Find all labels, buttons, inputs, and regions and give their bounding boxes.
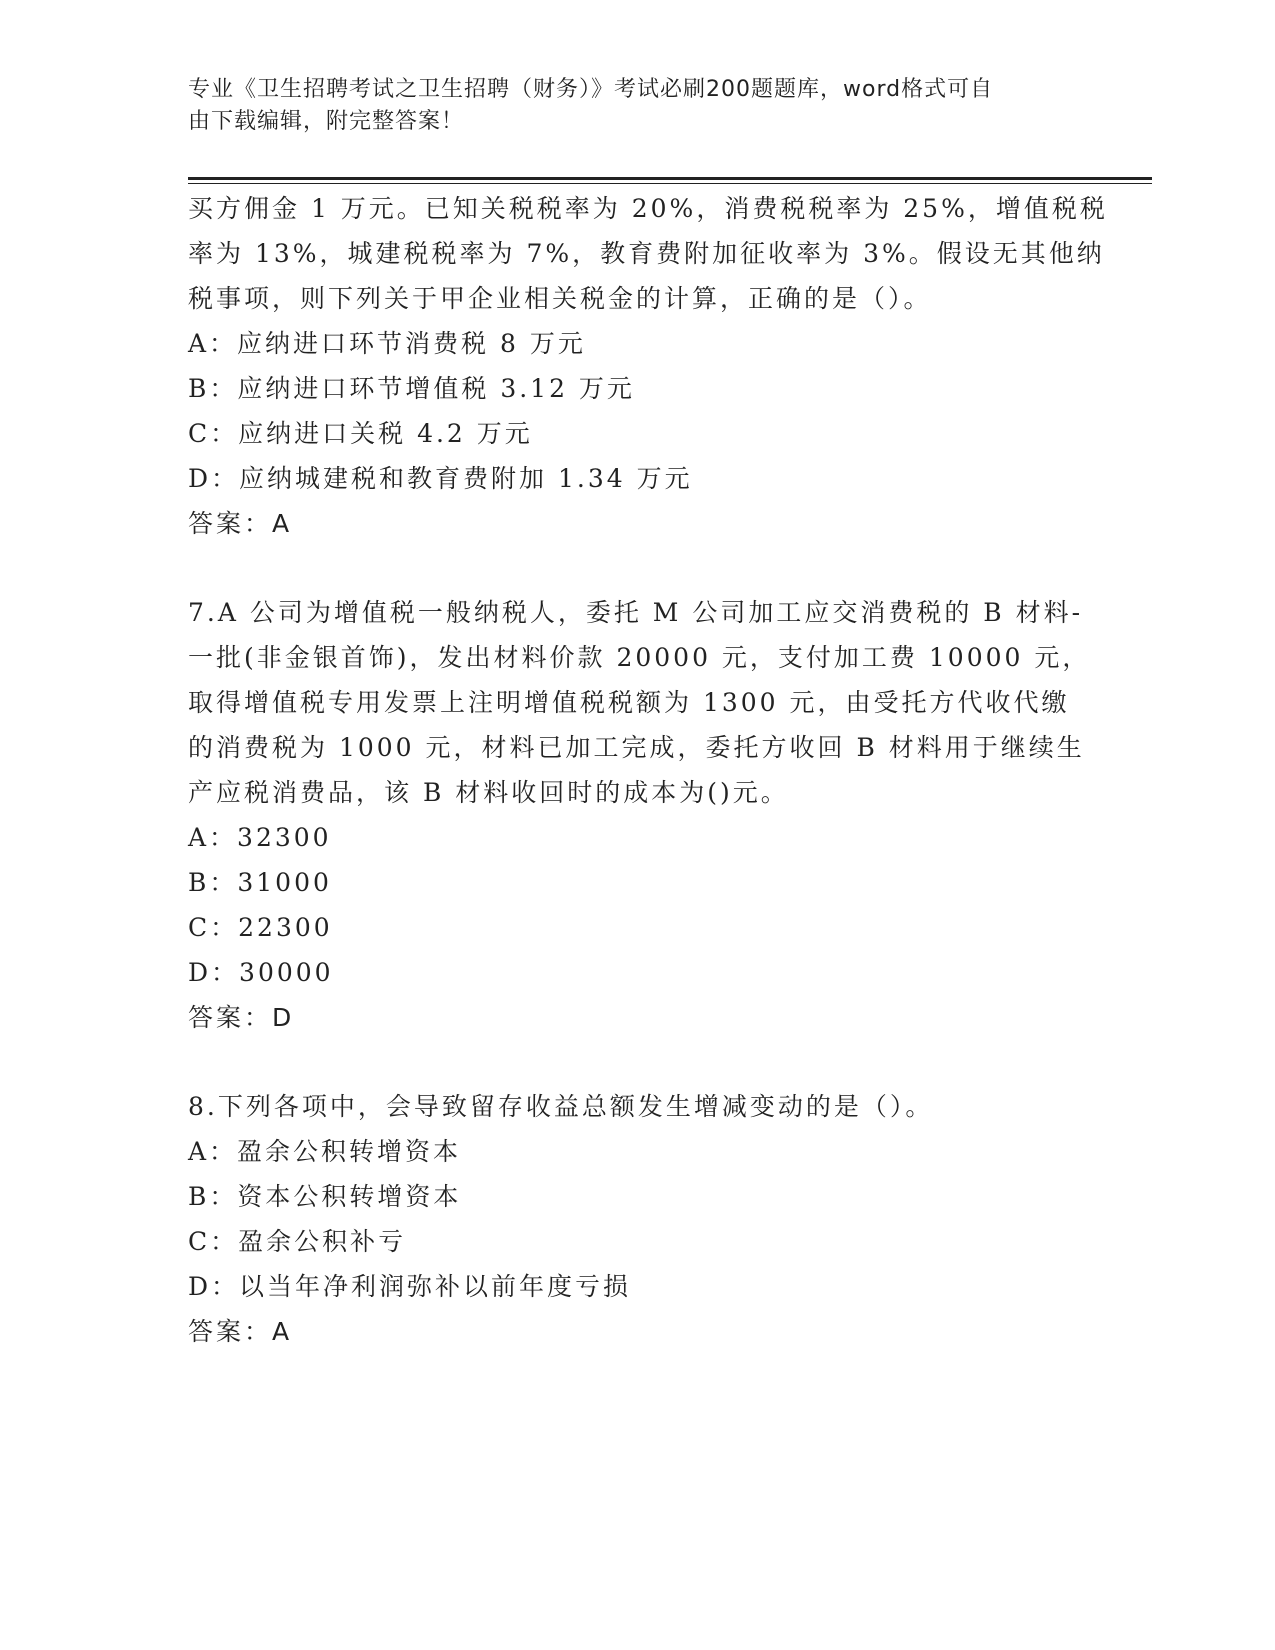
question-7-option-d: D：30000 bbox=[188, 958, 334, 987]
question-8-option-d: D：以当年净利润弥补以前年度亏损 bbox=[188, 1272, 632, 1301]
question-8-line: 8.下列各项中，会导致留存收益总额发生增减变动的是（）。 bbox=[188, 1092, 934, 1121]
question-6-option-a: A：应纳进口环节消费税 8 万元 bbox=[188, 329, 586, 358]
question-7-option-b: B：31000 bbox=[188, 868, 332, 897]
question-7-line: 产应税消费品，该 B 材料收回时的成本为()元。 bbox=[188, 778, 789, 807]
header-rule-thick bbox=[188, 177, 1152, 180]
question-7-option-c: C：22300 bbox=[188, 913, 333, 942]
spacer bbox=[188, 1040, 1088, 1084]
question-8-option-a: A：盈余公积转增资本 bbox=[188, 1137, 462, 1166]
question-6-option-d: D：应纳城建税和教育费附加 1.34 万元 bbox=[188, 464, 693, 493]
question-7-line: 取得增值税专用发票上注明增值税税额为 1300 元，由受托方代收代缴 bbox=[188, 688, 1070, 717]
question-7 bbox=[188, 590, 1091, 1040]
spacer bbox=[188, 546, 1088, 590]
document-body bbox=[188, 186, 1108, 1354]
question-6-line: 买方佣金 1 万元。已知关税税率为 20%，消费税税率为 25%，增值税税 bbox=[188, 194, 1108, 223]
question-7-line: 7.A 公司为增值税一般纳税人，委托 M 公司加工应交消费税的 B 材料- bbox=[188, 598, 1084, 627]
question-8-answer: 答案：A bbox=[188, 1317, 293, 1346]
question-7-option-a: A：32300 bbox=[188, 823, 332, 852]
header-line-2: 由下载编辑，附完整答案！ bbox=[188, 109, 465, 134]
question-6-option-c: C：应纳进口关税 4.2 万元 bbox=[188, 419, 533, 448]
question-6 bbox=[188, 186, 1108, 546]
question-6-line: 率为 13%，城建税税率为 7%，教育费附加征收率为 3%。假设无其他纳 bbox=[188, 239, 1105, 268]
header-rule-thin bbox=[188, 183, 1152, 184]
question-7-line: 的消费税为 1000 元，材料已加工完成，委托方收回 B 材料用于继续生 bbox=[188, 733, 1085, 762]
question-7-line: 一批(非金银首饰)，发出材料价款 20000 元，支付加工费 10000 元， bbox=[188, 643, 1091, 672]
header-line-1: 专业《卫生招聘考试之卫生招聘（财务）》考试必刷200题题库，word格式可自 bbox=[188, 77, 994, 102]
question-8-option-c: C：盈余公积补亏 bbox=[188, 1227, 407, 1256]
question-7-answer: 答案：D bbox=[188, 1003, 295, 1032]
question-6-answer: 答案：A bbox=[188, 509, 293, 538]
question-8 bbox=[188, 1084, 1088, 1354]
document-header bbox=[188, 74, 1088, 138]
question-6-option-b: B：应纳进口环节增值税 3.12 万元 bbox=[188, 374, 635, 403]
question-6-line: 税事项，则下列关于甲企业相关税金的计算，正确的是（）。 bbox=[188, 284, 932, 313]
question-8-option-b: B：资本公积转增资本 bbox=[188, 1182, 462, 1211]
